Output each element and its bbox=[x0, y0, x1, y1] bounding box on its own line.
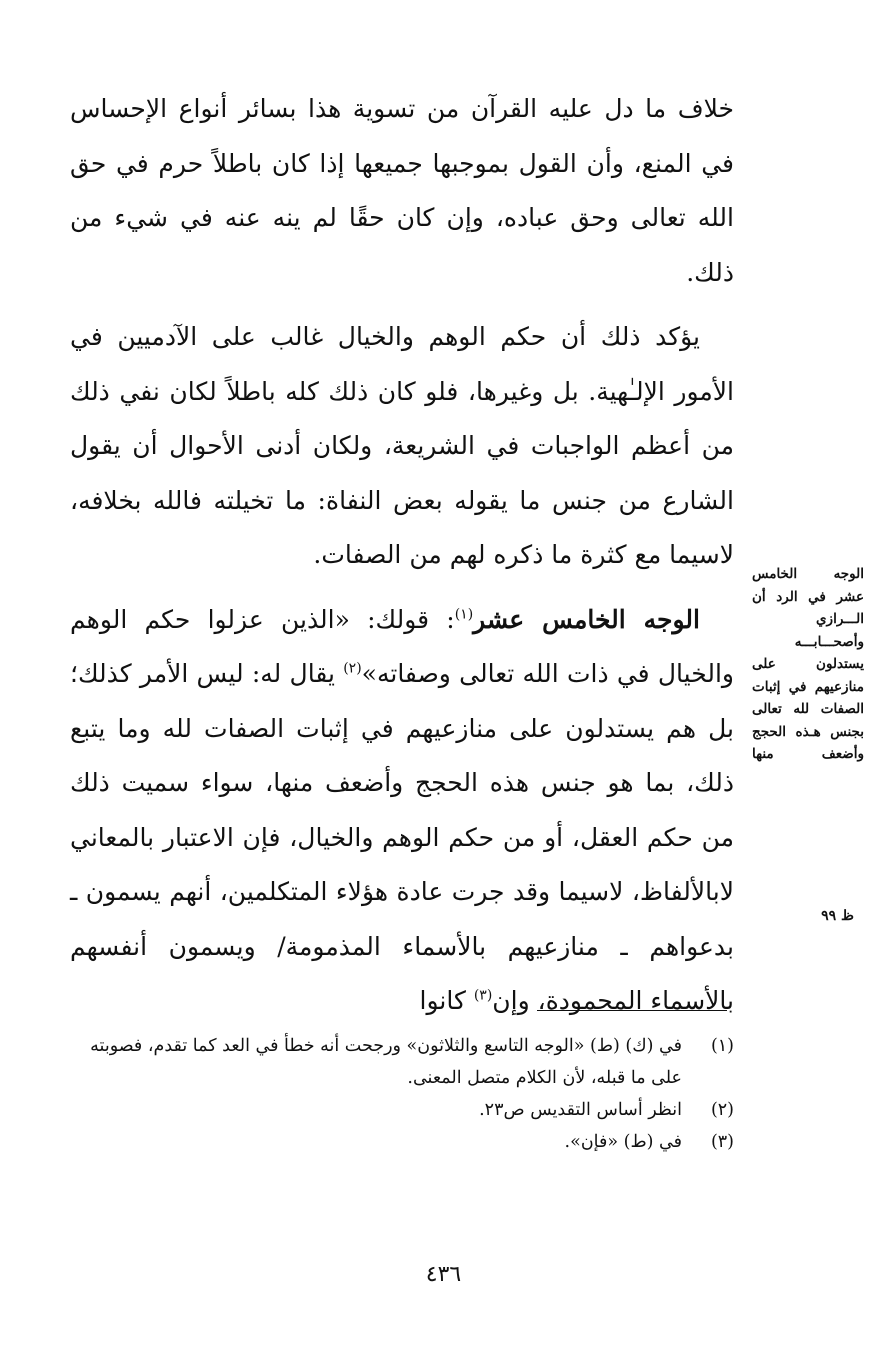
paragraph-2: يؤكد ذلك أن حكم الوهم والخيال غالب على الآدميين في الأمور الإلـٰهية. بل وغيرها، فلو كان ذلك كله باطلاً لكان نفي ذلك من أعظم الواجبات في الشريعة، ولكان أدنى الأحوال أن يقول الشارع من جنس ما يقوله بعض النفاة: ما تخيلته فالله بخلافه، لاسيما مع كثرة ما ذكره لهم من الصفات. bbox=[70, 322, 734, 569]
footnote-ref-2: (٢) bbox=[343, 660, 362, 677]
margin-note: الوجه الخامس عشر في الرد أن الـــرازي وأصحـــابـــه يستدلون على منازعيهم في إثبات الصفات لله تعالى بجنس هـذه الحجج وأضعف منها bbox=[752, 566, 864, 762]
footnote-text: انظر أساس التقديس ص٢٣. bbox=[479, 1100, 682, 1120]
footnote-number: (٢) bbox=[710, 1100, 734, 1120]
paragraph-3 bbox=[70, 593, 734, 1029]
section-heading: الوجه الخامس عشر bbox=[473, 604, 700, 634]
footnote-text: في (ك) (ط) «الوجه التاسع والثلاثون» ورجحت أنه خطأ في العد كما تقدم، فصوبته على ما قبله، لأن الكلام متصل المعنى. bbox=[90, 1036, 682, 1088]
paragraph-1: خلاف ما دل عليه القرآن من تسوية هذا بسائر أنواع الإحساس في المنع، وأن القول بموجبها جميعها إذا كان باطلاً حرم في حق الله تعالى وحق عباده، وإن كان حقًا لم ينه عنه في شيء من ذلك. bbox=[70, 94, 734, 287]
footnote-number: (٣) bbox=[710, 1132, 734, 1152]
footnote-separator bbox=[537, 1010, 727, 1011]
footnote-number: (١) bbox=[710, 1036, 734, 1056]
paragraph-3-text-2: يقال له: ليس الأمر كذلك؛ بل هم يستدلون على منازعيهم في إثبات الصفات لله وما يتبع ذلك، بما هو جنس هذه الحجج وأضعف منها، سواء سميت ذلك من حكم العقل، أو من حكم الوهم والخيال، فإن الاعتبار بالمعاني لابالألفاظ، لاسيما وقد جرت عادة هؤلاء المتكلمين، أنهم يسمون ـ بدعواهم ـ منازعيهم بالأسماء المذمومة/ ويسمون أنفسهم بالأسماء المحمودة، وإن bbox=[70, 659, 734, 1015]
footnote-2 bbox=[70, 1094, 734, 1126]
footnote-ref-3: (٣) bbox=[473, 987, 493, 1004]
footnotes bbox=[70, 1030, 734, 1158]
paragraph-3-text-1: : قولك: «الذين عزلوا حكم الوهم والخيال في ذات الله تعالى وصفاته» bbox=[70, 604, 734, 688]
footnote-ref-1: (١) bbox=[454, 606, 474, 623]
footnote-1 bbox=[70, 1030, 734, 1094]
paragraph-3-text-3: كانوا bbox=[419, 986, 474, 1015]
manuscript-folio-mark: ظ ٩٩ bbox=[821, 908, 854, 924]
footnote-text: في (ط) «فإن». bbox=[564, 1132, 682, 1152]
main-text-block bbox=[70, 82, 734, 1029]
footnote-3 bbox=[70, 1126, 734, 1158]
page-number: ٤٣٦ bbox=[425, 1262, 462, 1287]
